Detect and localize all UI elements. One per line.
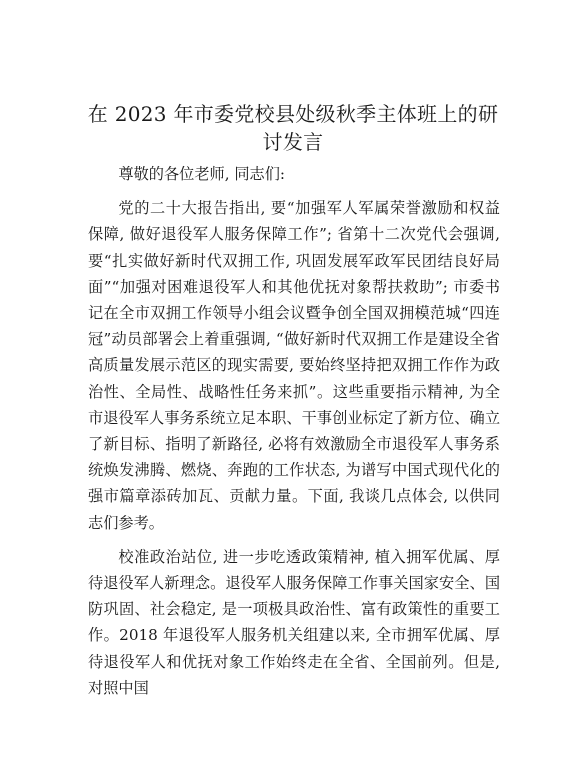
salutation: 尊敬的各位老师, 同志们: bbox=[118, 165, 286, 183]
document-body bbox=[88, 161, 500, 701]
paragraph-2: 校准政治站位, 进一步吃透政策精神, 植入拥军优属、厚待退役军人新理念。退役军人服务保障工作事关国家安全、国防巩固、社会稳定, 是一项极具政治性、富有政策性的重要工作。2018 年退役军人服务机关组建以来, 全市拥军优属、厚待退役军人和优抚对象工作始终走在全省、全国前列。但是, 对照中国 bbox=[88, 547, 500, 697]
document-title: 在 2023 年市委党校县处级秋季主体班上的研讨发言 bbox=[87, 102, 499, 154]
paragraph-1: 党的二十大报告指出, 要“加强军人军属荣誉激励和权益保障, 做好退役军人服务保障工作”; 省第十二次党代会强调, 要“扎实做好新时代双拥工作, 巩固发展军政军民团结良好局面”“加强对困难退役军人和其他优抚对象帮扶救助”; 市委书记在全市双拥工作领导小组会议暨争创全国双拥模范城“四连冠”动员部署会上着重强调, “做好新时代双拥工作是建设全省高质量发展示范区的现实需要, 要始终坚持把双拥工作作为政治性、全局性、战略性任务来抓”。这些重要指示精神, 为全市退役军人事务系统立足本职、干事创业标定了新方位、确立了新目标、指明了新路径, 必将有效激励全市退役军人事务系统焕发沸腾、燃烧、奔跑的工作状态, 为谱写中国式现代化的强市篇章添砖加瓦、贡献力量。下面, 我谈几点体会, 以供同志们参考。 bbox=[88, 199, 500, 532]
